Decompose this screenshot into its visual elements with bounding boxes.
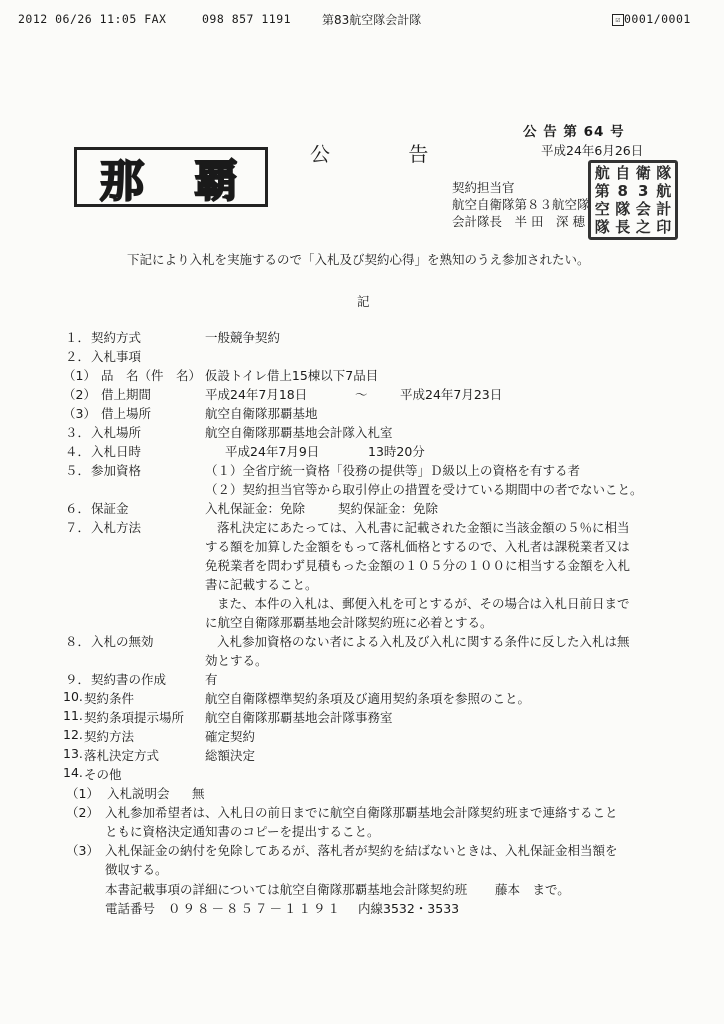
- fax-number: 098 857 1191: [202, 12, 292, 26]
- official-seal: 航 自 衛 隊 第 8 3 航 空 隊 会 計 隊 長 之 印: [588, 160, 678, 240]
- other-2-line-2: ともに資格決定通知書のコピーを提出すること。: [105, 824, 380, 839]
- lease-start-date: 平成24年7月18日: [205, 387, 308, 402]
- item-12-label: 契約方法: [84, 729, 135, 744]
- naha-stamp: [74, 147, 268, 207]
- item-2-3-value: 航空自衛隊那覇基地: [205, 406, 318, 421]
- item-2-2-label: 借上期間: [101, 387, 152, 402]
- bid-time: 13時20分: [368, 444, 425, 459]
- item-11-value: 航空自衛隊那覇基地会計隊事務室: [205, 710, 393, 725]
- invalid-bid-line-2: 効とする。: [205, 653, 268, 668]
- item-14-number: 14.: [63, 765, 83, 780]
- item-4-number: ４．: [65, 444, 91, 459]
- fax-sender: 第83航空隊会計隊: [322, 13, 422, 27]
- item-7-label: 入札方法: [91, 520, 142, 535]
- lease-end-date: 平成24年7月23日: [400, 387, 503, 402]
- item-14-label: その他: [84, 767, 122, 782]
- item-1-number: １．: [65, 330, 91, 345]
- item-2-2-number: （2）: [63, 387, 96, 402]
- item-11-number: 11.: [63, 708, 83, 723]
- invalid-bid-line-1: 入札参加資格のない者による入札及び入札に関する条件に反した入札は無: [217, 634, 630, 649]
- officer-name: 会計隊長 半 田 深 穂: [452, 214, 585, 229]
- item-2-1-number: （1）: [63, 368, 96, 383]
- item-1-label: 契約方式: [91, 330, 142, 345]
- item-1-value: 一般競争契約: [205, 330, 281, 345]
- contract-deposit: 契約保証金：免除: [338, 501, 439, 516]
- item-12-number: 12.: [63, 727, 83, 742]
- officer-unit: 航空自衛隊第８３航空隊: [452, 197, 590, 212]
- item-6-number: ６．: [65, 501, 91, 516]
- item-8-label: 入札の無効: [91, 634, 154, 649]
- bid-method-line-1: 落札決定にあたっては、入札書に記載された金額に当該金額の５％に相当: [217, 520, 630, 535]
- item-13-value: 総額決定: [205, 748, 256, 763]
- item-9-label: 契約書の作成: [91, 672, 167, 687]
- item-6-label: 保証金: [91, 501, 129, 516]
- item-13-number: 13.: [63, 746, 83, 761]
- item-11-label: 契約条項提示場所: [84, 710, 185, 725]
- item-8-number: ８．: [65, 634, 91, 649]
- qualification-2: （２）契約担当官等から取引停止の措置を受けている期間中の者でないこと。: [205, 482, 643, 497]
- bid-deposit: 入札保証金：免除: [205, 501, 306, 516]
- lease-period-tilde: ～: [355, 387, 368, 402]
- notice-date: 平成24年6月26日: [541, 143, 644, 158]
- item-2-1-label: 品 名（件 名）: [101, 368, 202, 383]
- fax-page-icon: ☑: [612, 14, 624, 26]
- footer-phone-label: 電話番号: [105, 901, 156, 916]
- other-2-line-1: 入札参加希望者は、入札日の前日までに航空自衛隊那覇基地会計隊契約班まで連絡すること: [105, 805, 618, 820]
- notice-number: 公 告 第 64 号: [523, 124, 625, 140]
- other-3-number: （3）: [66, 843, 99, 858]
- item-2-3-number: （3）: [63, 406, 96, 421]
- item-4-label: 入札日時: [91, 444, 142, 459]
- item-3-label: 入札場所: [91, 425, 142, 440]
- footer-extension: 内線3532・3533: [358, 901, 460, 916]
- fax-datetime: 2012 06/26 11:05 FAX: [18, 12, 167, 26]
- item-7-number: ７．: [65, 520, 91, 535]
- footer-phone-number: ０９８－８５７－１１９１: [168, 901, 343, 916]
- bid-method-line-6: に航空自衛隊那覇基地会計隊契約班に必着とする。: [205, 615, 493, 630]
- qualification-1: （１）全省庁統一資格「役務の提供等」Ｄ級以上の資格を有する者: [205, 463, 581, 478]
- item-2-1-value: 仮設トイレ借上15棟以下7品目: [205, 368, 379, 383]
- other-3-line-1: 入札保証金の納付を免除してあるが、落札者が契約を結ばないときは、入札保証金相当額を: [105, 843, 618, 858]
- bid-method-line-2: する額を加算した金額をもって落札価格とするので、入札者は課税業者又は: [205, 539, 630, 554]
- item-12-value: 確定契約: [205, 729, 256, 744]
- other-1-label: 入札説明会: [107, 786, 170, 801]
- page-title: 公 告: [310, 142, 465, 166]
- footer-contact-person: 藤本 まで。: [495, 882, 570, 897]
- footer-contact-text: 本書記載事項の詳細については航空自衛隊那覇基地会計隊契約班: [105, 882, 468, 897]
- officer-title: 契約担当官: [452, 180, 515, 195]
- bid-method-line-4: 書に記載すること。: [205, 577, 318, 592]
- item-10-value: 航空自衛隊標準契約条項及び適用契約条項を参照のこと。: [205, 691, 531, 706]
- other-2-number: （2）: [66, 805, 99, 820]
- intro-text: 下記により入札を実施するので「入札及び契約心得」を熟知のうえ参加されたい。: [127, 252, 590, 267]
- item-5-number: ５．: [65, 463, 91, 478]
- bid-method-line-5: また、本件の入札は、郵便入札を可とするが、その場合は入札日前日まで: [217, 596, 630, 611]
- bid-date: 平成24年7月9日: [225, 444, 320, 459]
- item-13-label: 落札決定方式: [84, 748, 160, 763]
- other-1-number: （1）: [66, 786, 99, 801]
- item-10-number: 10.: [63, 689, 83, 704]
- item-9-value: 有: [205, 672, 218, 687]
- item-5-label: 参加資格: [91, 463, 142, 478]
- item-2-number: ２．: [65, 349, 91, 364]
- item-9-number: ９．: [65, 672, 91, 687]
- fax-page-number: 0001/0001: [624, 12, 691, 26]
- stamp-char-1: 那: [100, 156, 148, 207]
- other-1-value: 無: [192, 786, 205, 801]
- stamp-char-2: 覇: [194, 156, 242, 207]
- item-3-number: ３．: [65, 425, 91, 440]
- item-2-label: 入札事項: [91, 349, 142, 364]
- ki-heading: 記: [357, 294, 370, 309]
- other-3-line-2: 徴収する。: [105, 862, 168, 877]
- item-2-3-label: 借上場所: [101, 406, 152, 421]
- bid-method-line-3: 免税業者を問わず見積もった金額の１０５分の１００に相当する金額を入札: [205, 558, 631, 573]
- item-3-value: 航空自衛隊那覇基地会計隊入札室: [205, 425, 393, 440]
- fax-page-indicator: [612, 12, 691, 26]
- item-10-label: 契約条件: [84, 691, 135, 706]
